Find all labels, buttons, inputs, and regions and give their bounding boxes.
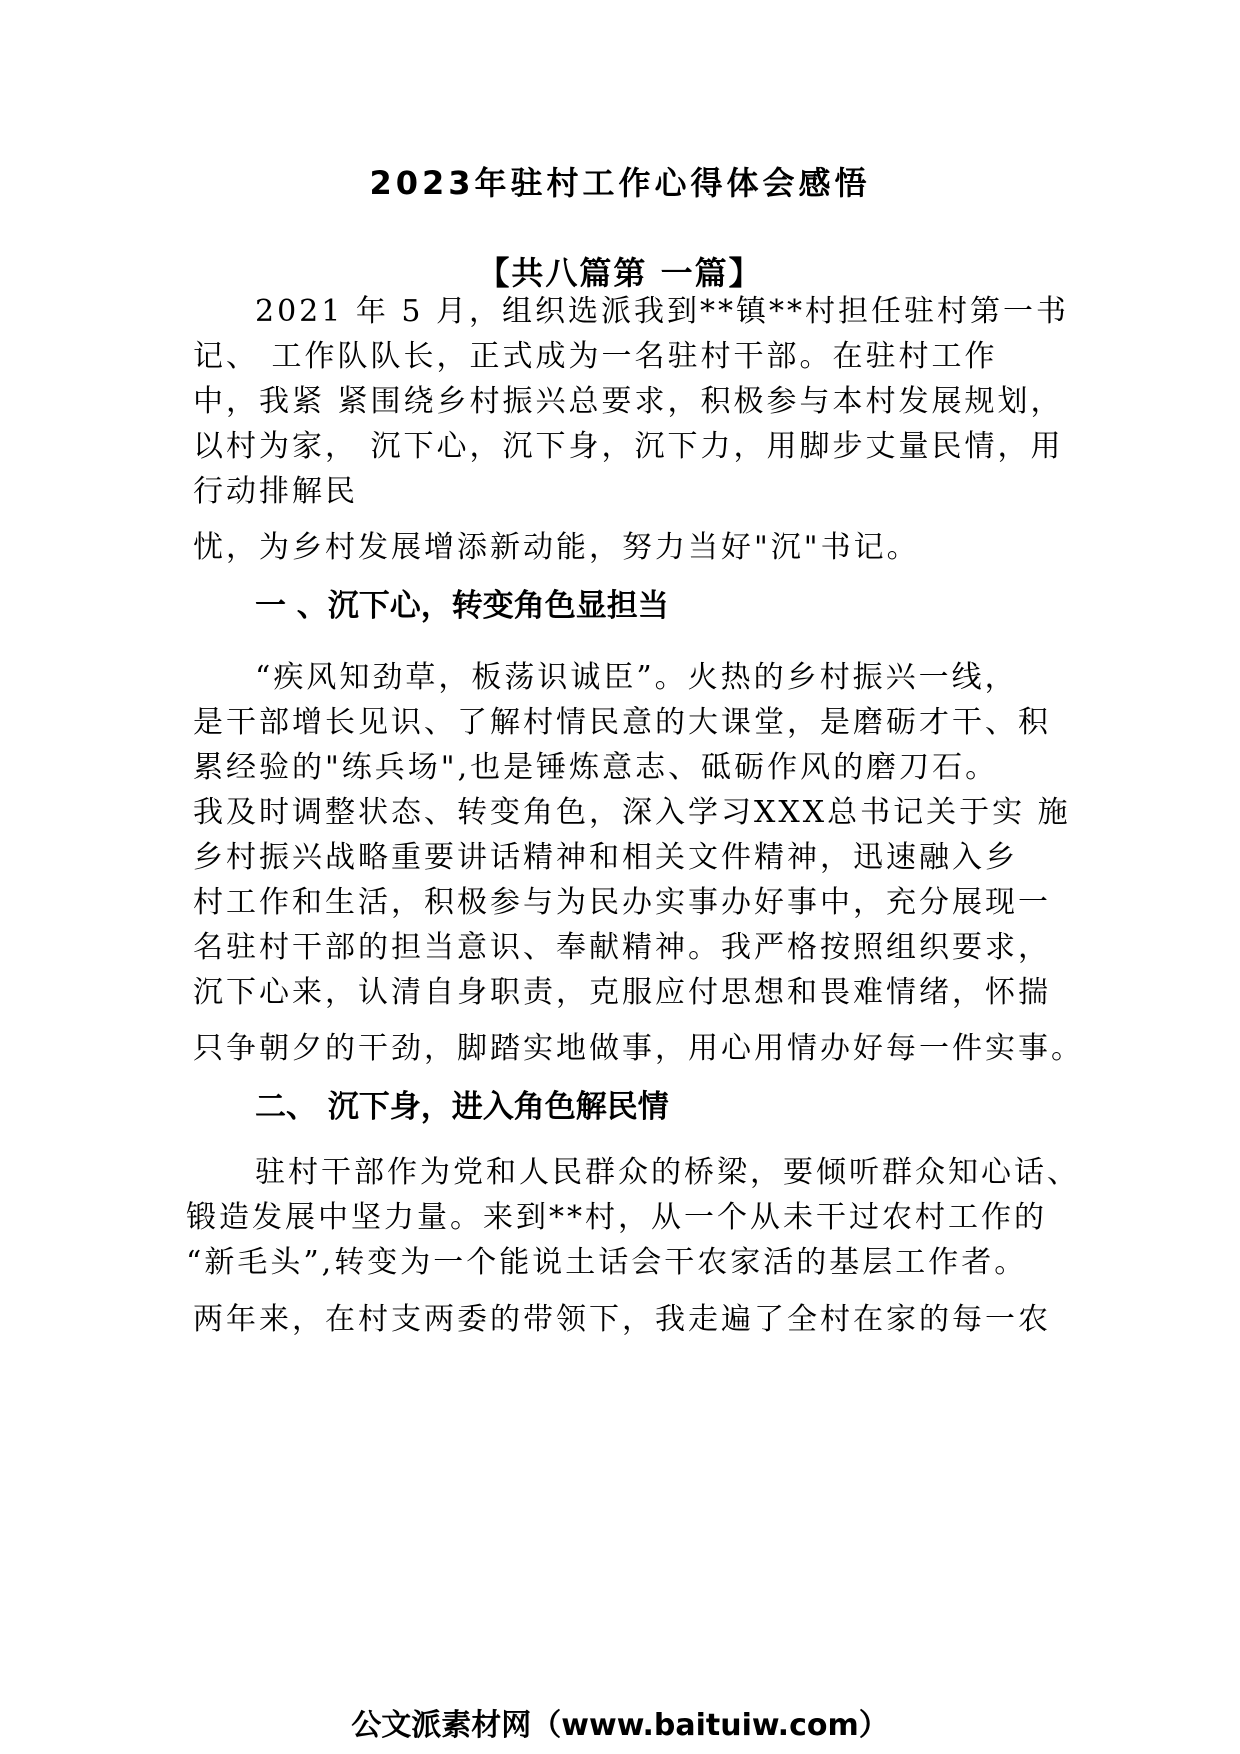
section2-line: 锻造发展中坚力量。来到**村，从一个从未干过农村工作的: [186, 1200, 1047, 1235]
section1-line: 沉下心来，认清自身职责，克服应付思想和畏难情绪，怀揣: [193, 975, 1051, 1010]
section1-line: 村工作和生活，积极参与为民办实事办好事中，充分展现一: [193, 885, 1051, 920]
intro-line: 中，我紧 紧围绕乡村振兴总要求，积极参与本村发展规划，: [193, 384, 1064, 419]
footer-source: 公文派素材网（www.baituiw.com）: [351, 1708, 889, 1743]
intro-line: 记、 工作队队长，正式成为一名驻村干部。在驻村工作: [193, 339, 998, 374]
section1-line: 名驻村干部的担当意识、奉献精神。我严格按照组织要求，: [193, 930, 1051, 965]
section1-line: “疾风知劲草，板荡识诚臣”。火热的乡村振兴一线，: [255, 660, 1018, 695]
section2-line: “新毛头”,转变为一个能说土话会干农家活的基层工作者。: [186, 1245, 1028, 1280]
section2-line: 驻村干部作为党和人民群众的桥梁，要倾听群众知心话、: [255, 1155, 1080, 1190]
section-heading-1: 一 、沉下心，转变角色显担当: [255, 588, 669, 624]
section1-line: 只争朝夕的干劲，脚踏实地做事，用心用情办好每一件实事。: [193, 1031, 1084, 1066]
section1-line: 累经验的"练兵场",也是锤炼意志、砥砺作风的磨刀石。: [193, 750, 999, 785]
section1-line: 是干部增长见识、了解村情民意的大课堂，是磨砺才干、积: [193, 705, 1051, 740]
intro-line: 行动排解民: [193, 474, 358, 509]
section1-line: 乡村振兴战略重要讲话精神和相关文件精神，迅速融入乡: [193, 840, 1018, 875]
section2-line: 两年来，在村支两委的带领下，我走遍了全村在家的每一农: [193, 1302, 1051, 1337]
intro-line: 以村为家， 沉下心，沉下身，沉下力，用脚步丈量民情，用: [193, 429, 1064, 464]
intro-line: 忧，为乡村发展增添新动能，努力当好"沉"书记。: [193, 530, 920, 565]
intro-line: 2021 年 5 月，组织选派我到**镇**村担任驻村第一书: [255, 294, 1070, 329]
section-heading-2: 二、 沉下身，进入角色解民情: [255, 1089, 669, 1125]
document-subtitle: 【共八篇第 一篇】: [477, 254, 763, 292]
document-title: 2023年驻村工作心得体会感悟: [369, 164, 871, 202]
section1-line: 我及时调整状态、转变角色，深入学习XXX总书记关于实 施: [193, 795, 1071, 830]
